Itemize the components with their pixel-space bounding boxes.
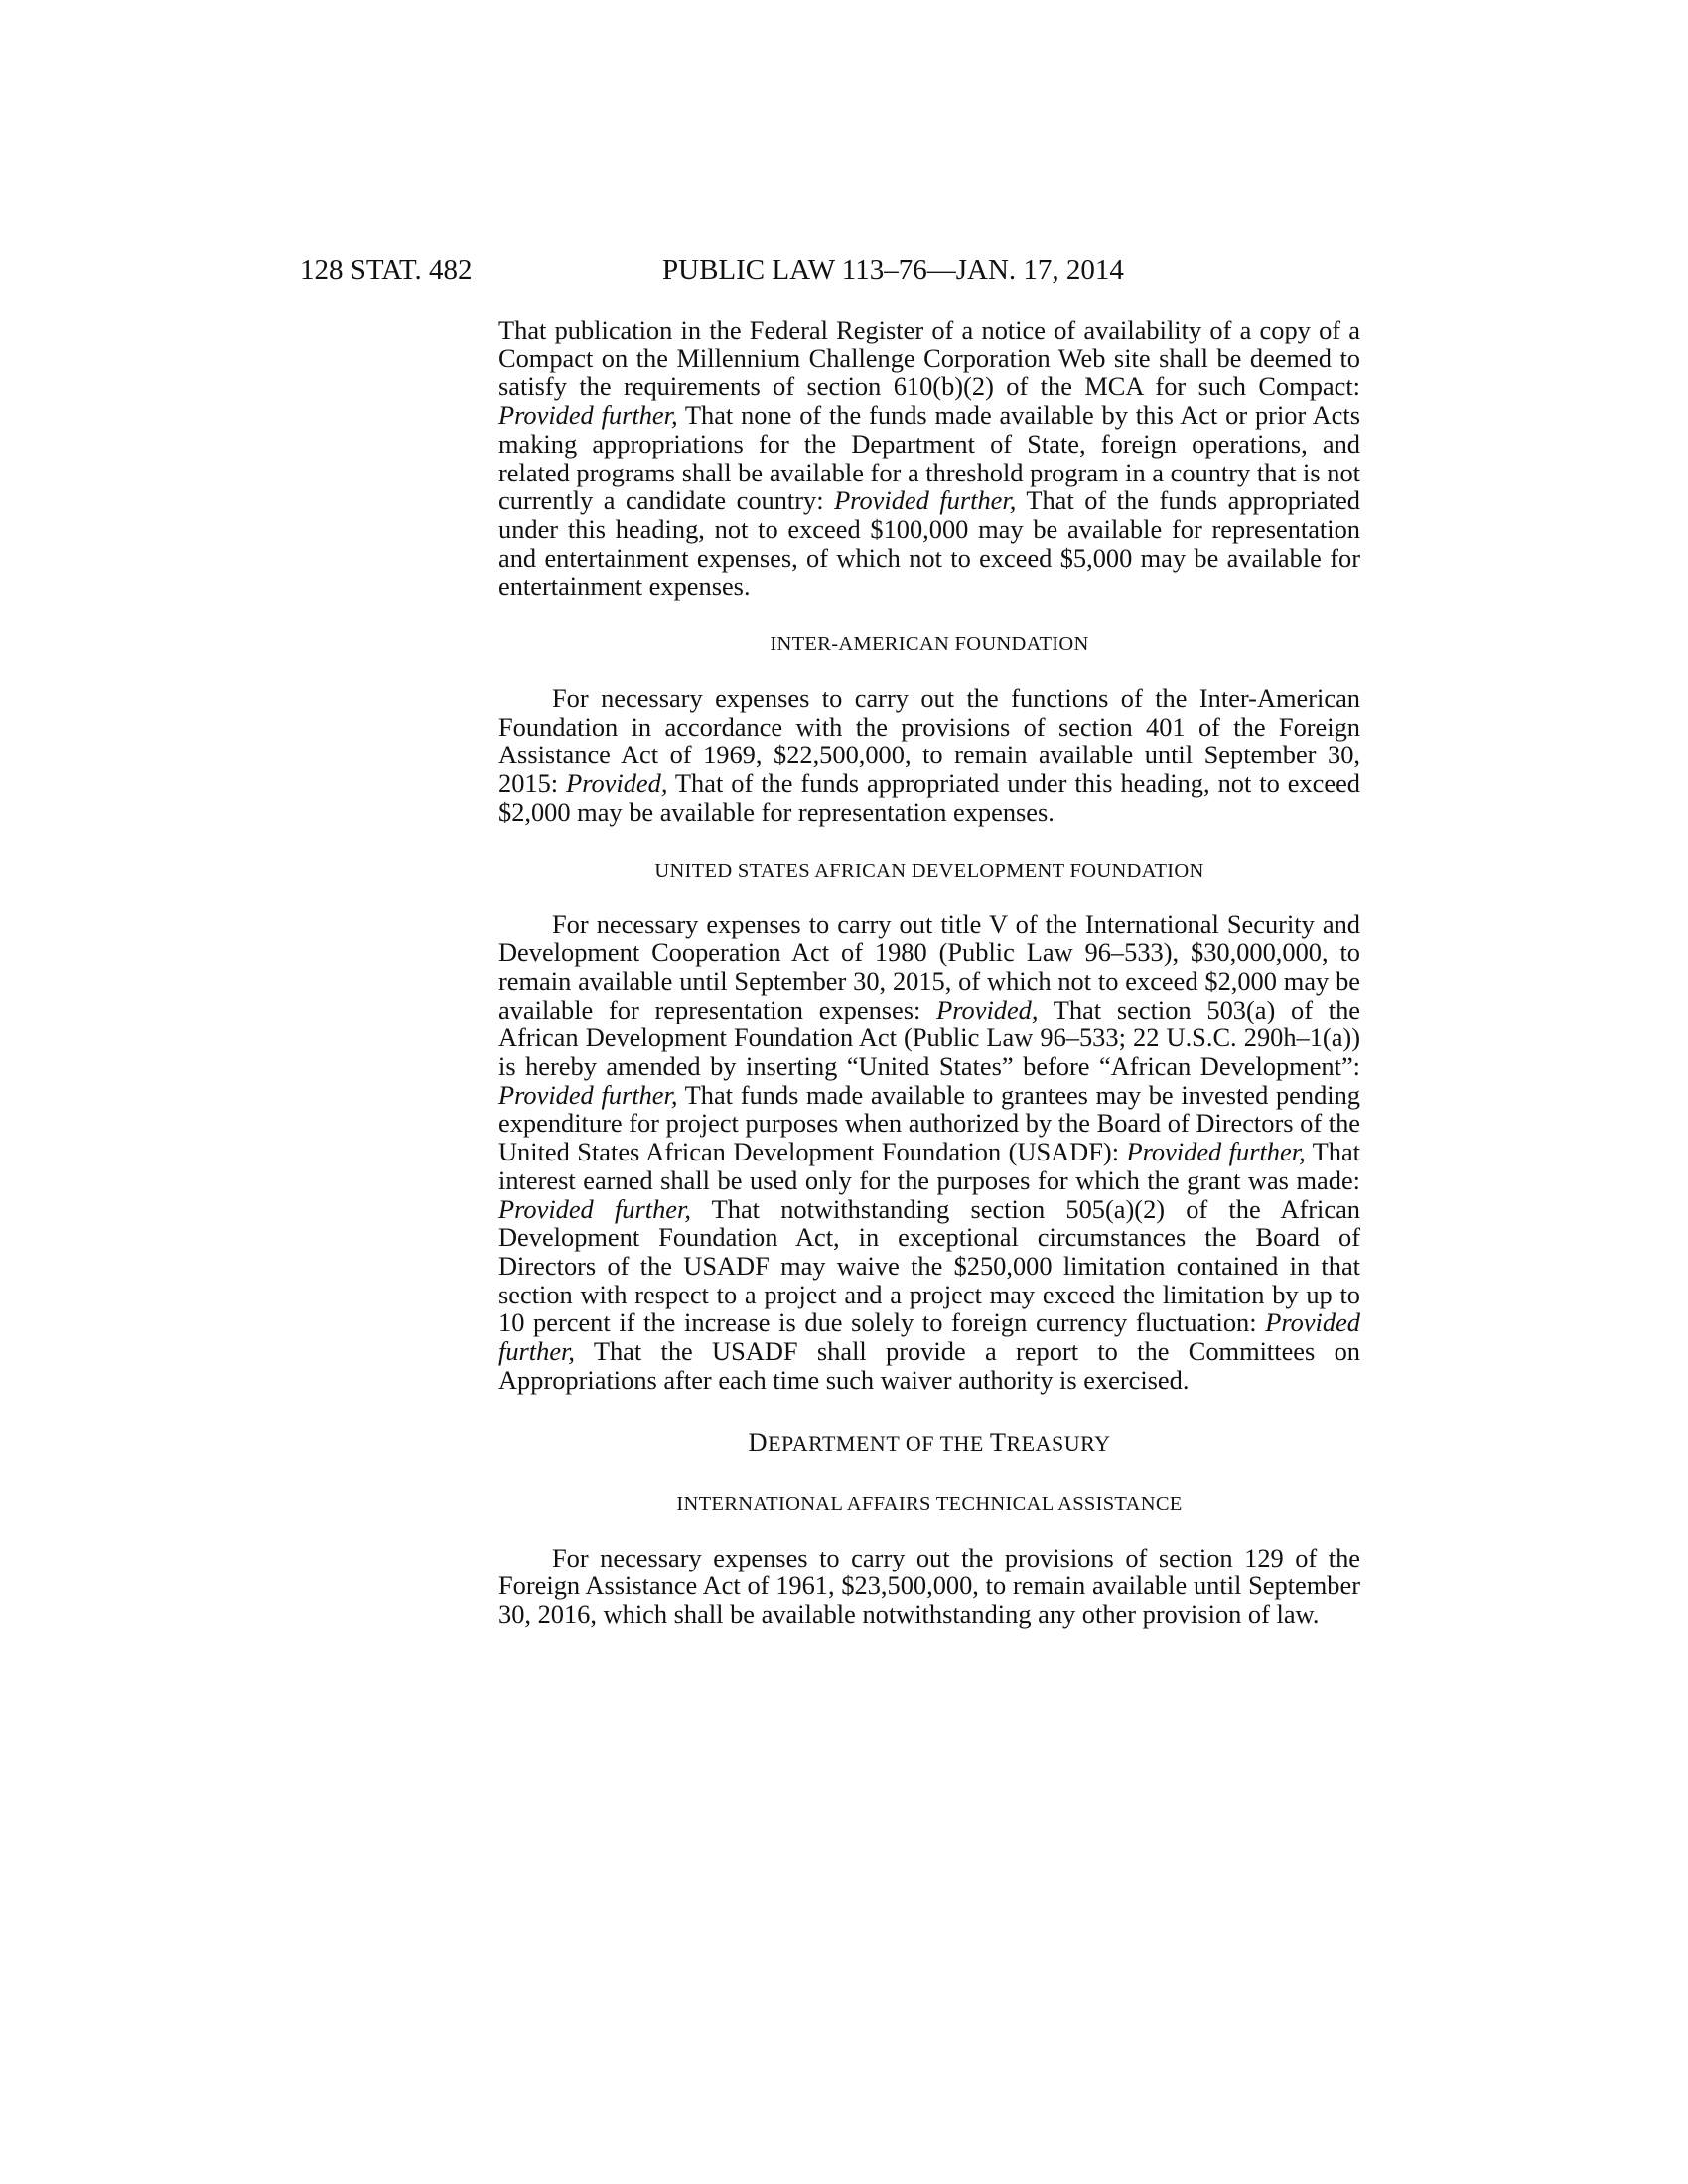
- small-cap-initial: D: [748, 1427, 769, 1457]
- proviso-italic: Provided,: [936, 994, 1039, 1024]
- paragraph-technical-assistance: [498, 1544, 1360, 1629]
- public-law-reference: PUBLIC LAW 113–76—JAN. 17, 2014: [662, 254, 1124, 286]
- heading-usadf: UNITED STATES AFRICAN DEVELOPMENT FOUNDATION: [654, 859, 1204, 882]
- document-body: [498, 316, 1360, 1629]
- paragraph-inter-american-foundation: [498, 684, 1360, 827]
- paragraph-mcc-continued: [498, 316, 1360, 601]
- heading-international-affairs-technical-assistance: INTERNATIONAL AFFAIRS TECHNICAL ASSISTANCE: [676, 1492, 1183, 1515]
- text-run: That publication in the Federal Register of a notice of availability of a copy of a Compact on the Millennium Challenge Corporation Web site shall be deemed to satisfy the requirements of section 610(b)(2) of the MCA for such Compact:: [498, 315, 1360, 402]
- text-run: That of the funds appropriated under this heading, not to exceed $100,000 may be available for representation and entertainment expenses, of which not to exceed $5,000 may be available for entertainment expenses.: [498, 485, 1360, 602]
- proviso-italic: Provided,: [566, 768, 668, 799]
- heading-inter-american-foundation: INTER-AMERICAN FOUNDATION: [770, 633, 1089, 656]
- text-run: For necessary expenses to carry out the provisions of section 129 of the Foreign Assistance Act of 1961, $23,500,000, to remain available until September 30, 2016, which shall be available notwithstanding any other provision of law.: [498, 1542, 1360, 1629]
- small-cap-text: REASURY: [1006, 1431, 1111, 1456]
- text-run: That interest earned shall be used only for the purposes for which the grant was made:: [498, 1137, 1360, 1195]
- proviso-italic: Provided further,: [498, 1193, 691, 1224]
- proviso-italic: Provided further,: [1126, 1137, 1306, 1167]
- text-run: That notwithstanding section 505(a)(2) of the African Development Foundation Act, in exceptional circumstances the Board of Directors of the USADF may waive the $250,000 limitation contained in that section with respect to a project and a project may exceed the limitation by up to 10 percent if the increase is due solely to foreign currency fluctuation:: [498, 1193, 1360, 1338]
- small-cap-initial: T: [989, 1427, 1007, 1457]
- text-run: That none of the funds made available by this Act or prior Acts making appropriations for the Department of State, foreign operations, and related programs shall be available for a threshold program in a country that is not currently a candidate country:: [498, 400, 1360, 516]
- text-run: That funds made available to grantees may be invested pending expenditure for project purposes when authorized by the Board of Directors of the United States African Development Foundation (USADF):: [498, 1079, 1360, 1167]
- text-run: For necessary expenses to carry out the functions of the Inter-American Foundation in accordance with the provisions of section 401 of the Foreign Assistance Act of 1969, $22,500,000, to remain available until September 30, 2015:: [498, 683, 1360, 799]
- heading-department-of-the-treasury: [498, 1429, 1360, 1458]
- text-run: That the USADF shall provide a report to the Committees on Appropriations after each time such waiver authority is exercised.: [498, 1336, 1360, 1395]
- text-run: That of the funds appropriated under this heading, not to exceed $2,000 may be available for representation expenses.: [498, 768, 1360, 827]
- proviso-italic: Provided further,: [498, 1307, 1360, 1367]
- small-cap-text: EPARTMENT OF THE: [768, 1431, 990, 1456]
- proviso-italic: Provided further,: [498, 400, 678, 431]
- running-header: [300, 250, 1194, 290]
- statute-page-reference: 128 STAT. 482: [300, 254, 473, 286]
- text-run: For necessary expenses to carry out title V of the International Security and Development Cooperation Act of 1980 (Public Law 96–533), $30,000,000, to remain available until September 30, 2015, of which not to exceed $2,000 may be available for representation expenses:: [498, 908, 1360, 1024]
- proviso-italic: Provided further,: [498, 1079, 678, 1110]
- paragraph-usadf: [498, 910, 1360, 1395]
- text-run: That section 503(a) of the African Development Foundation Act (Public Law 96–533; 22 U.S.C. 290h–1(a)) is hereby amended by inserting “United States” before “African Development”:: [498, 994, 1360, 1082]
- proviso-italic: Provided further,: [834, 485, 1017, 516]
